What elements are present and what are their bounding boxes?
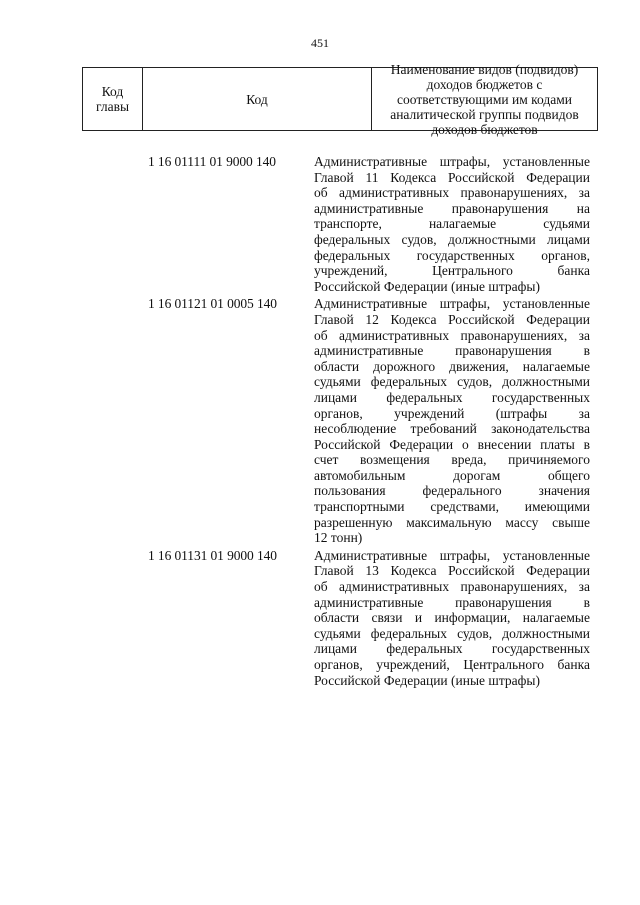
- description-line: транспорте, налагаемые судьями: [314, 216, 590, 232]
- description-line: несоблюдение требований законодательства: [314, 421, 590, 437]
- page-number: 451: [311, 36, 329, 50]
- description-line: пользования федерального значения: [314, 483, 590, 499]
- description-line: автомобильным дорогам общего: [314, 467, 590, 483]
- description-line: лицами федеральных государственных: [314, 389, 590, 405]
- row-code: 1 16 01121 01 0005 140: [148, 296, 277, 312]
- description-line: разрешенную максимальную массу свыше: [314, 514, 590, 530]
- description-line: счет возмещения вреда, причиняемого: [314, 452, 590, 468]
- description-line: Административные штрафы, установленные: [314, 154, 590, 169]
- row-description: [314, 548, 590, 688]
- description-line: Главой 11 Кодекса Российской Федерации: [314, 169, 590, 185]
- description-line: транспортными средствами, имеющими: [314, 499, 590, 515]
- description-line: федеральных судов, должностными лицами: [314, 231, 590, 247]
- description-line: области дорожного движения, налагаемые: [314, 358, 590, 374]
- description-line: органов, учреждений (штрафы за: [314, 405, 590, 421]
- description-line: федеральных государственных органов,: [314, 247, 590, 263]
- table-header: [82, 61, 598, 137]
- description-line: административные правонарушения на: [314, 200, 590, 216]
- row-description: [314, 154, 590, 294]
- description-line: лицами федеральных государственных: [314, 641, 590, 657]
- description-line: административные правонарушения в: [314, 343, 590, 359]
- description-line: Российской Федерации о внесении платы в: [314, 436, 590, 452]
- row-code: 1 16 01111 01 9000 140: [148, 154, 276, 169]
- description-line: об административных правонарушениях, за: [314, 327, 590, 343]
- row-code: 1 16 01131 01 9000 140: [148, 547, 277, 563]
- description-line: об административных правонарушениях, за: [314, 185, 590, 201]
- description-line: судьями федеральных судов, должностными: [314, 625, 590, 641]
- description-line: Российской Федерации (иные штрафы): [314, 672, 540, 688]
- description-line: Административные штрафы, установленные: [314, 296, 590, 312]
- header-code: Код: [143, 68, 372, 130]
- description-line: Российской Федерации (иные штрафы): [314, 278, 540, 294]
- description-line: области связи и информации, налагаемые: [314, 610, 590, 626]
- header-chapter-code: Код главы: [83, 68, 143, 130]
- description-line: органов, учреждений, Центрального банка: [314, 657, 590, 672]
- row-description: [314, 296, 590, 546]
- description-line: административные правонарушения в: [314, 594, 590, 610]
- description-line: об административных правонарушениях, за: [314, 579, 590, 595]
- description-line: учреждений, Центрального банка: [314, 263, 590, 279]
- description-line: Главой 13 Кодекса Российской Федерации: [314, 563, 590, 579]
- table-row: [0, 296, 640, 546]
- header-name: Наименование видов (подвидов) доходов бюджетов с соответствующими им кодами аналитической группы подвидов доходов бюджетов: [390, 61, 579, 137]
- description-line: Административные штрафы, установленные: [314, 547, 590, 563]
- table-row: [0, 548, 640, 688]
- table-row: [0, 154, 640, 294]
- description-line: судьями федеральных судов, должностными: [314, 374, 590, 390]
- description-line: 12 тонн): [314, 530, 363, 546]
- table-body: [0, 154, 640, 690]
- description-line: Главой 12 Кодекса Российской Федерации: [314, 311, 590, 327]
